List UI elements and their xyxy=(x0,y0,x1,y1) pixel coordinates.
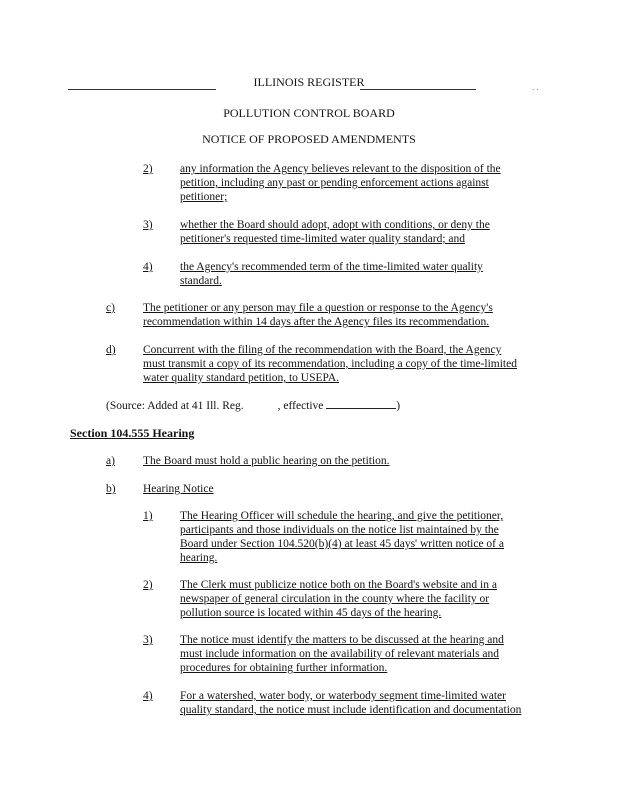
section-b-text: Hearing Notice xyxy=(143,483,214,495)
notice-item-1-line-1: The Hearing Officer will schedule the hearing, and give the petitioner, xyxy=(180,510,504,522)
notice-item-1-line-2: participants and those individuals on the notice list maintained by the xyxy=(180,524,499,536)
notice-item-3-line-3: procedures for obtaining further information. xyxy=(180,662,388,674)
subsection-c-number: c) xyxy=(106,302,115,314)
notice-item-4-number: 4) xyxy=(143,690,153,702)
subsection-c-line-1: The petitioner or any person may file a question or response to the Agency's xyxy=(143,302,493,314)
item-a2-line-2: petition, including any past or pending enforcement actions against xyxy=(180,177,489,189)
header-rule-left xyxy=(68,89,216,90)
section-b-number: b) xyxy=(106,483,116,495)
source-suffix: ) xyxy=(396,400,401,412)
section-a-text: The Board must hold a public hearing on the petition. xyxy=(143,455,390,467)
notice-item-4-line-2: quality standard, the notice must include identification and documentation xyxy=(180,704,522,716)
notice-item-1-number: 1) xyxy=(143,510,153,522)
subsection-d-line-3: water quality standard petition, to USEPA. xyxy=(143,372,340,384)
register-title: ILLINOIS REGISTER xyxy=(253,75,365,89)
board-title: POLLUTION CONTROL BOARD xyxy=(223,106,395,120)
notice-item-3-number: 3) xyxy=(143,634,153,646)
subsection-d-line-1: Concurrent with the filing of the recommendation with the Board, the Agency xyxy=(143,344,502,356)
notice-item-2-line-2: newspaper of general circulation in the county where the facility or xyxy=(180,593,490,605)
notice-item-3-line-2: must include information on the availability of relevant materials and xyxy=(180,648,500,660)
item-a2-line-3: petitioner; xyxy=(180,191,228,203)
notice-item-3-line-1: The notice must identify the matters to be discussed at the hearing and xyxy=(180,634,504,646)
notice-item-1-line-4: hearing. xyxy=(180,552,218,564)
notice-item-2-number: 2) xyxy=(143,579,153,591)
source-prefix: (Source: Added at 41 Ill. Reg. xyxy=(106,400,244,412)
source-effective: , effective xyxy=(277,400,324,412)
item-a3-number: 3) xyxy=(143,219,153,231)
notice-item-1-line-3: Board under Section 104.520(b)(4) at least 45 days' written notice of a xyxy=(180,538,504,550)
item-a3-line-1: whether the Board should adopt, adopt with conditions, or deny the xyxy=(180,219,490,231)
subsection-d-line-2: must transmit a copy of its recommendation, including a copy of the time-limited xyxy=(143,358,517,370)
item-a4-number: 4) xyxy=(143,261,153,273)
item-a3-line-2: petitioner's requested time-limited water quality standard; and xyxy=(180,233,466,245)
header-rule-right xyxy=(360,89,476,90)
notice-item-4-line-1: For a watershed, water body, or waterbody segment time-limited water xyxy=(180,690,506,702)
corner-mark: . . xyxy=(532,82,539,92)
item-a2-line-1: any information the Agency believes relevant to the disposition of the xyxy=(180,163,501,175)
notice-title: NOTICE OF PROPOSED AMENDMENTS xyxy=(202,132,416,146)
section-heading: Section 104.555 Hearing xyxy=(70,426,195,440)
source-note xyxy=(106,398,400,413)
item-a4-line-2: standard. xyxy=(180,275,222,287)
section-a-number: a) xyxy=(106,455,115,467)
notice-item-2-line-1: The Clerk must publicize notice both on the Board's website and in a xyxy=(180,579,497,591)
subsection-d-number: d) xyxy=(106,344,116,356)
effective-date-blank xyxy=(326,398,396,409)
notice-item-2-line-3: pollution source is located within 45 days of the hearing. xyxy=(180,607,442,619)
item-a4-line-1: the Agency's recommended term of the time-limited water quality xyxy=(180,261,483,273)
subsection-c-line-2: recommendation within 14 days after the Agency files its recommendation. xyxy=(143,316,490,328)
item-a2-number: 2) xyxy=(143,163,153,175)
